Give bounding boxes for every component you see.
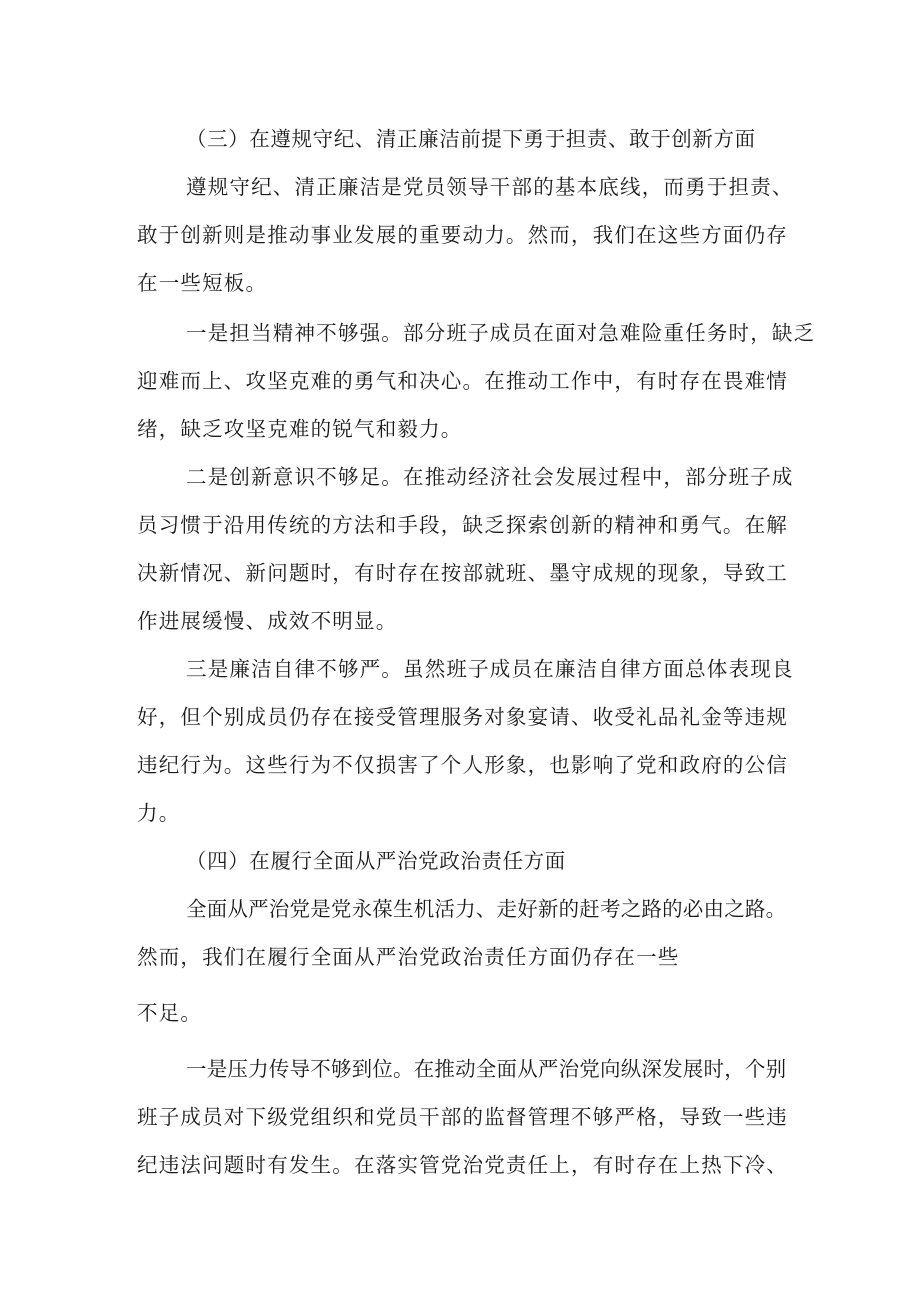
paragraph-line: 作进展缓慢、成效不明显。 — [137, 609, 398, 633]
paragraph-line: 员习惯于沿用传统的方法和手段，缺乏探索创新的精神和勇气。在解 — [137, 513, 788, 537]
paragraph-line: 二是创新意识不够足。在推动经济社会发展过程中，部分班子成 — [186, 465, 794, 489]
paragraph-line: 违纪行为。这些行为不仅损害了个人形象，也影响了党和政府的公信 — [137, 753, 788, 777]
section-3-heading: （三）在遵规守纪、清正廉洁前提下勇于担责、敢于创新方面 — [186, 127, 756, 151]
paragraph-line: 全面从严治党是党永葆生机活力、走好新的赶考之路的必由之路。 — [186, 897, 787, 921]
paragraph-line: 三是廉洁自律不够严。虽然班子成员在廉洁自律方面总体表现良 — [186, 657, 794, 681]
paragraph-line: 班子成员对下级党组织和党员干部的监督管理不够严格，导致一些违 — [137, 1105, 788, 1129]
paragraph-line: 力。 — [137, 801, 181, 825]
section-4-heading: （四）在履行全面从严治党政治责任方面 — [186, 849, 566, 873]
paragraph-line: 决新情况、新问题时，有时存在按部就班、墨守成规的现象，导致工 — [137, 561, 788, 585]
paragraph-line: 不足。 — [137, 1001, 203, 1025]
paragraph-line: 纪违法问题时有发生。在落实管党治党责任上，有时存在上热下冷、 — [137, 1153, 788, 1177]
paragraph-line: 迎难而上、攻坚克难的勇气和决心。在推动工作中，有时存在畏难情 — [137, 369, 788, 393]
paragraph-line: 遵规守纪、清正廉洁是党员领导干部的基本底线，而勇于担责、 — [186, 175, 794, 199]
paragraph-line: 一是担当精神不够强。部分班子成员在面对急难险重任务时，缺乏 — [186, 321, 816, 345]
paragraph-line: 然而，我们在履行全面从严治党政治责任方面仍存在一些 — [137, 945, 680, 969]
paragraph-line: 在一些短板。 — [137, 271, 268, 295]
paragraph-line: 敢于创新则是推动事业发展的重要动力。然而，我们在这些方面仍存 — [137, 223, 788, 247]
paragraph-line: 绪，缺乏攻坚克难的锐气和毅力。 — [137, 417, 463, 441]
paragraph-line: 一是压力传导不够到位。在推动全面从严治党向纵深发展时，个别 — [186, 1057, 787, 1081]
paragraph-line: 好，但个别成员仍存在接受管理服务对象宴请、收受礼品礼金等违规 — [137, 705, 788, 729]
